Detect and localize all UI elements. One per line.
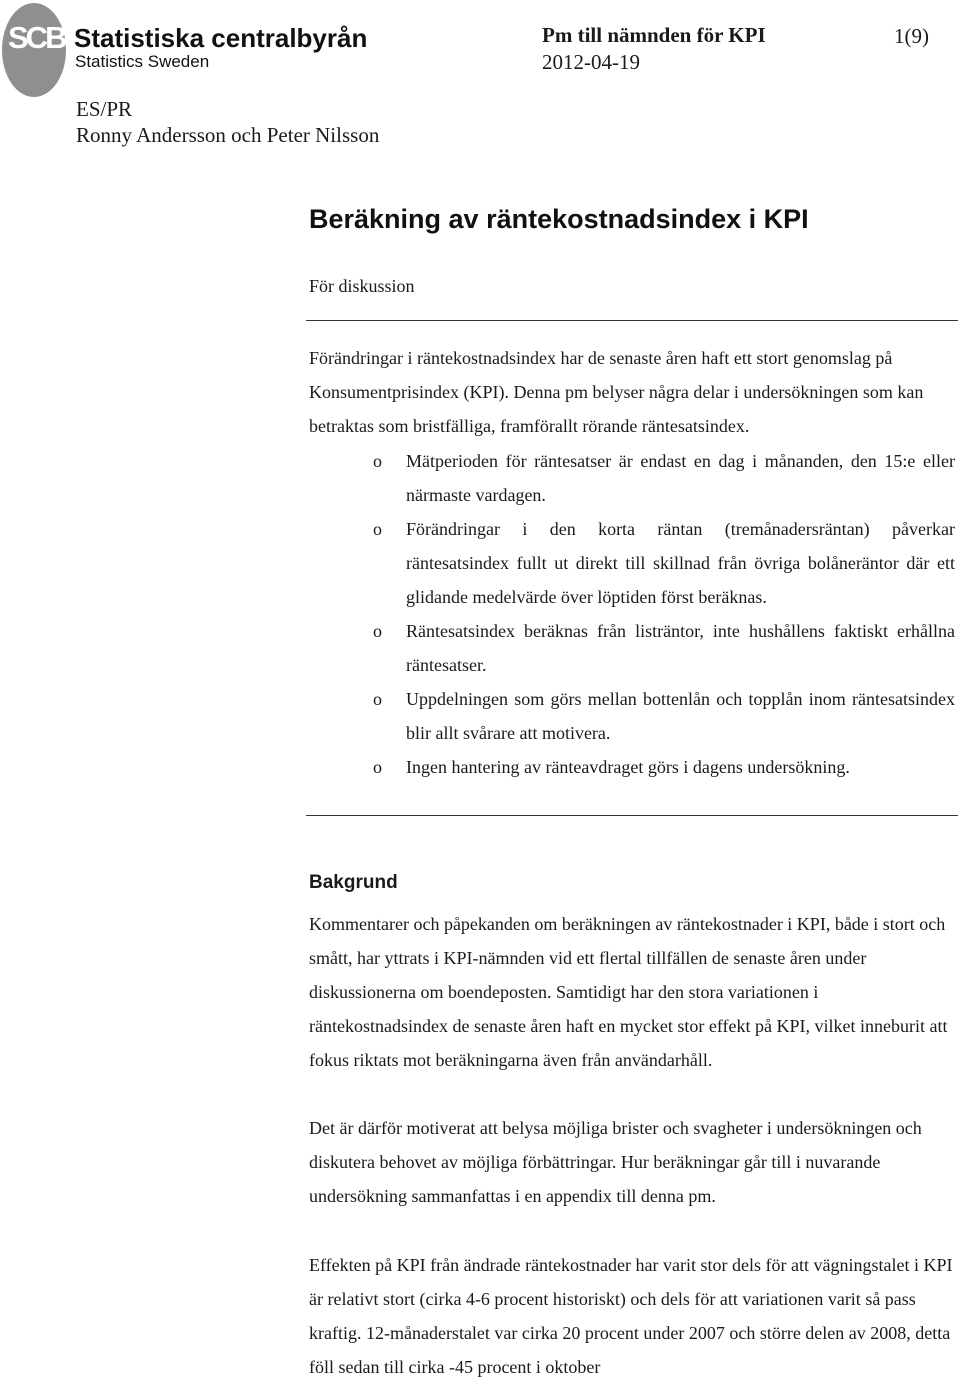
- bullet-text: Förändringar i den korta räntan (tremånadersräntan) påverkar räntesatsindex fullt ut direkt till skillnad från övriga bolåneräntor där ett glidande medelvärde över löptiden först beräknas.: [406, 519, 955, 607]
- page-number: 1(9): [894, 24, 929, 48]
- bullet-marker: o: [373, 519, 382, 539]
- bullet-item: [309, 750, 955, 784]
- bullet-marker: o: [373, 451, 382, 471]
- bullet-text: Mätperioden för räntesatser är endast en dag i månanden, den 15:e eller närmaste vardagen.: [406, 451, 955, 505]
- section-paragraph: Effekten på KPI från ändrade räntekostnader har varit stor dels för att vägningstalet i KPI är relativt stort (cirka 4-6 procent historiskt) och dels för att variationen varit så pass kraftig. 12-månaderstalet var cirka 20 procent under 2007 och större delen av 2008, detta föll sedan till cirka -45 procent i oktober: [309, 1255, 953, 1377]
- section-paragraph: Det är därför motiverat att belysa möjliga brister och svagheter i undersökningen och diskutera behovet av möjliga förbättringar. Hur beräkningar går till i nuvarande undersökning sammanfattas i en appendix till denna pm.: [309, 1118, 922, 1206]
- document-title: Beräkning av räntekostnadsindex i KPI: [309, 204, 809, 234]
- bullet-marker: o: [373, 757, 382, 777]
- department: ES/PR: [76, 97, 133, 121]
- authors: Ronny Andersson och Peter Nilsson: [76, 123, 380, 147]
- bullet-marker: o: [373, 621, 382, 641]
- org-name: Statistiska centralbyrån: [74, 23, 368, 53]
- document-subtitle: För diskussion: [309, 276, 415, 296]
- bullet-item: [309, 444, 955, 512]
- document-type: Pm till nämnden för KPI: [542, 23, 766, 47]
- summary-top-divider: [306, 320, 958, 321]
- bullet-item: [309, 614, 955, 682]
- summary-intro: Förändringar i räntekostnadsindex har de senaste åren haft ett stort genomslag på Konsumentprisindex (KPI). Denna pm belyser några delar i undersökningen som kan betraktas som bristfälliga, framförallt rörande räntesatsindex.: [309, 348, 924, 436]
- summary-bottom-divider: [306, 815, 958, 816]
- summary-bullet-list: [309, 444, 955, 784]
- bullet-text: Ingen hantering av ränteavdraget görs i dagens undersökning.: [406, 757, 850, 777]
- bullet-marker: o: [373, 689, 382, 709]
- org-name-english: Statistics Sweden: [75, 52, 210, 71]
- section-heading: Bakgrund: [309, 872, 398, 893]
- scb-logo-mark: SCB: [8, 20, 65, 55]
- section-paragraph: Kommentarer och påpekanden om beräkningen av räntekostnader i KPI, både i stort och smått, har yttrats i KPI-nämnden vid ett flertal tillfällen de senaste åren under diskussionerna om boendeposten. Samtidigt har den stora variationen i räntekostnadsindex de senaste åren haft en mycket stor effekt på KPI, vilket inneburit att fokus riktats mot beräkningarna även från användarhåll.: [309, 914, 948, 1070]
- bullet-item: [309, 512, 955, 614]
- bullet-text: Uppdelningen som görs mellan bottenlån och topplån inom räntesatsindex blir allt svårare att motivera.: [406, 689, 955, 743]
- bullet-text: Räntesatsindex beräknas från listräntor, inte hushållens faktiskt erhållna räntesatser.: [406, 621, 955, 675]
- document-date: 2012-04-19: [542, 50, 640, 74]
- bullet-item: [309, 682, 955, 750]
